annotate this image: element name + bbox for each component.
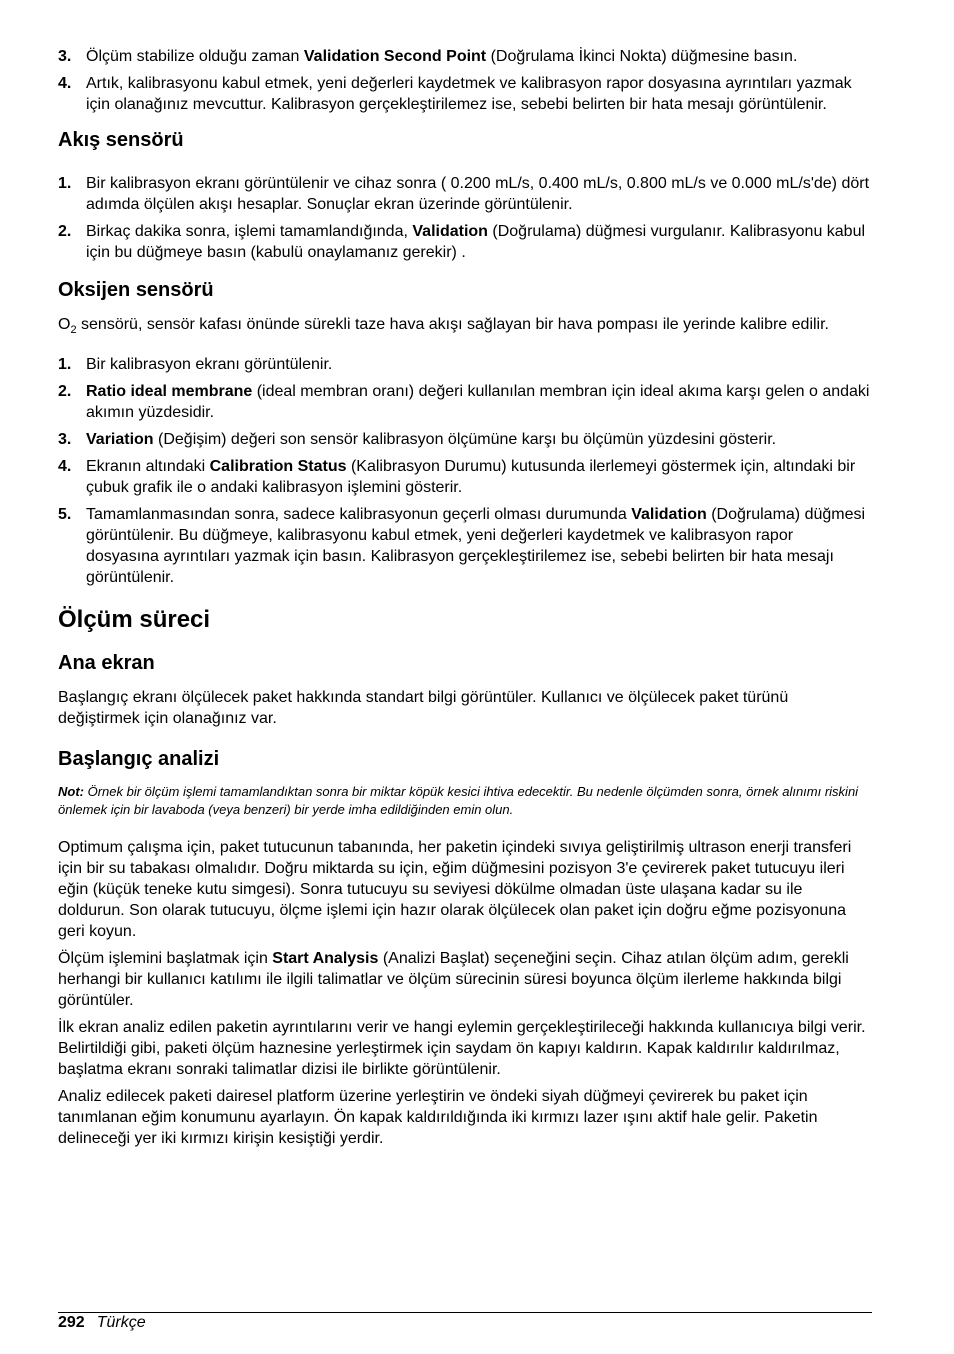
oxygen-intro (58, 314, 870, 335)
ui-term: Calibration Status (209, 458, 347, 475)
list-item (58, 354, 870, 375)
note (58, 783, 870, 819)
page-footer (58, 1312, 146, 1333)
list-number: 4. (58, 75, 72, 92)
paragraph: Optimum çalışma için, paket tutucunun tabanında, her paketin içindeki sıvıya geliştirilmiş ultrason enerji transferi için bir su tabakası olmalıdır. Doğru miktarda su için, eğim düğmesini pozisyon 3'e çevirerek paket tutucuyu ileri eğin (küçük teneke kutu simgesi). Sonra tutucuyu su seviyesi dökülme olmadan üste ulaşana kadar su ile doldurun. Son olarak tutucuyu, ölçme işlemi için hazır olarak ölçülecek olan paket için doğru eğme pozisyonuna geri koyun. (58, 839, 852, 940)
section-heading-oxygen: Oksijen sensörü (58, 279, 214, 301)
page-content (58, 46, 870, 1149)
list-item (58, 381, 870, 423)
flow-list (58, 173, 870, 263)
section-heading-flow: Akış sensörü (58, 129, 184, 151)
list-text: (Değişim) değeri son sensör kalibrasyon ölçümüne karşı bu ölçümün yüzdesini gösterir. (153, 431, 777, 448)
list-item (58, 429, 870, 450)
list-text: (Doğrulama) düğmesi vurgulanır. Kalibrasyonu kabul için bu düğmeye basın (kabulü onaylamanız gerekir) . (86, 223, 866, 261)
list-number: 4. (58, 458, 72, 475)
list-number: 5. (58, 506, 72, 523)
ui-term: Validation Second Point (303, 48, 487, 65)
paragraph: Analiz edilecek paketi dairesel platform üzerine yerleştirin ve öndeki siyah düğmeyi çevirerek bu paket için tanımlanan eğim konumunu ayarlayın. Ön kapak kaldırıldığında iki kırmızı lazer ışını aktif hale gelir. Paketin delineceği yer iki kırmızı kirişin kesiştiği yerdir. (58, 1088, 818, 1147)
ui-term: Validation (631, 506, 707, 523)
list-text: (Doğrulama İkinci Nokta) düğmesine basın. (486, 48, 798, 65)
list-text: Tamamlanmasından sonra, sadece kalibrasyonun geçerli olması durumunda (86, 506, 632, 523)
paragraph-text: Ölçüm işlemini başlatmak için (58, 950, 273, 967)
footer-divider (58, 1312, 872, 1313)
list-number: 2. (58, 383, 72, 400)
formula-subscript: 2 (70, 324, 77, 337)
ui-term: Ratio ideal membrane (86, 383, 253, 400)
formula-o: O (58, 316, 71, 333)
section-heading-start-analysis: Başlangıç analizi (58, 748, 220, 770)
list-text: (Doğrulama) düğmesi görüntülenir. Bu düğmeye, kalibrasyonu kabul etmek, yeni değerleri kaydetmek ve kalibrasyon rapor dosyasına ayrıntıları yazmak için basın. Kalibrasyon gerçekleştirilemez ise, sebebi belirten bir hata mesajı görüntülenir. (86, 506, 866, 586)
list-item (58, 73, 870, 115)
ui-term: Start Analysis (272, 950, 379, 967)
list-item (58, 456, 870, 498)
list-text: Birkaç dakika sonra, işlemi tamamlandığında, (86, 223, 413, 240)
ui-term: Variation (86, 431, 154, 448)
oxygen-list (58, 354, 870, 588)
list-text: Artık, kalibrasyonu kabul etmek, yeni değerleri kaydetmek ve kalibrasyon rapor dosyasına ayrıntıları yazmak için olanağınız mevcuttur. Kalibrasyon gerçekleştirilemez ise, sebebi belirten bir hata mesajı görüntülenir. (86, 75, 852, 113)
list-item (58, 504, 870, 588)
paragraph: İlk ekran analiz edilen paketin ayrıntılarını verir ve hangi eylemin gerçekleştirileceği hakkında kullanıcıya bilgi verir. Belirtildiği gibi, paketi ölçüm haznesine yerleştirmek için saydam ön kapıyı kaldırın. Kapak kaldırılır kaldırılmaz, başlatma ekranı sonraki talimatlar dizisi ile birlikte görüntülenir. (58, 1019, 866, 1078)
list-text: Ekranın altındaki (86, 458, 210, 475)
list-text: (ideal membran oranı) değeri kullanılan membran için ideal akıma karşı gelen o andaki akımın yüzdesidir. (86, 383, 870, 421)
list-text: (Kalibrasyon Durumu) kutusunda ilerlemeyi göstermek için, altındaki bir çubuk grafik ile o andaki kalibrasyon işlemini gösterir. (86, 458, 856, 496)
list-number: 1. (58, 175, 72, 192)
footer-language: Türkçe (96, 1314, 146, 1331)
list-text: Bir kalibrasyon ekranı görüntülenir ve cihaz sonra ( 0.200 mL/s, 0.400 mL/s, 0.800 mL/s ve 0.000 mL/s'de) dört adımda ölçülen akışı hesaplar. Sonuçlar ekran üzerinde görüntülenir. (86, 175, 870, 213)
section-heading-main-screen: Ana ekran (58, 652, 155, 674)
intro-text: sensörü, sensör kafası önünde sürekli taze hava akışı sağlayan bir hava pompası ile yerinde kalibre edilir. (76, 316, 829, 333)
page-number: 292 (58, 1314, 85, 1331)
paragraph (58, 948, 870, 1011)
list-text: Bir kalibrasyon ekranı görüntülenir. (86, 356, 333, 373)
note-label: Not: (58, 784, 84, 799)
list-number: 3. (58, 431, 72, 448)
note-text: Örnek bir ölçüm işlemi tamamlandıktan sonra bir miktar köpük kesici ihtiva edecektir. Bu nedenle ölçümden sonra, örnek alınımı riskini önlemek için bir lavaboda (veya benzeri) bir yerde imha edildiğinden emin olun. (58, 784, 859, 817)
paragraph-text: (Analizi Başlat) seçeneğini seçin. Cihaz atılan ölçüm adım, gerekli herhangi bir kullanıcı katılımı ile ilgili talimatlar ve ölçüm sürecinin süresi boyunca ölçüm ilerleme hakkında bilgi görüntüler. (58, 950, 849, 1009)
list-number: 2. (58, 223, 72, 240)
list-number: 3. (58, 48, 72, 65)
main-screen-text: Başlangıç ekranı ölçülecek paket hakkında standart bilgi görüntüler. Kullanıcı ve ölçülecek paket türünü değiştirmek için olanağınız var. (58, 689, 789, 727)
list-item (58, 221, 870, 263)
list-item (58, 46, 870, 67)
ui-term: Validation (412, 223, 488, 240)
list-text: Ölçüm stabilize olduğu zaman (86, 48, 304, 65)
list-number: 1. (58, 356, 72, 373)
top-list (58, 46, 870, 115)
chapter-title: Ölçüm süreci (58, 606, 211, 633)
list-item (58, 173, 870, 215)
